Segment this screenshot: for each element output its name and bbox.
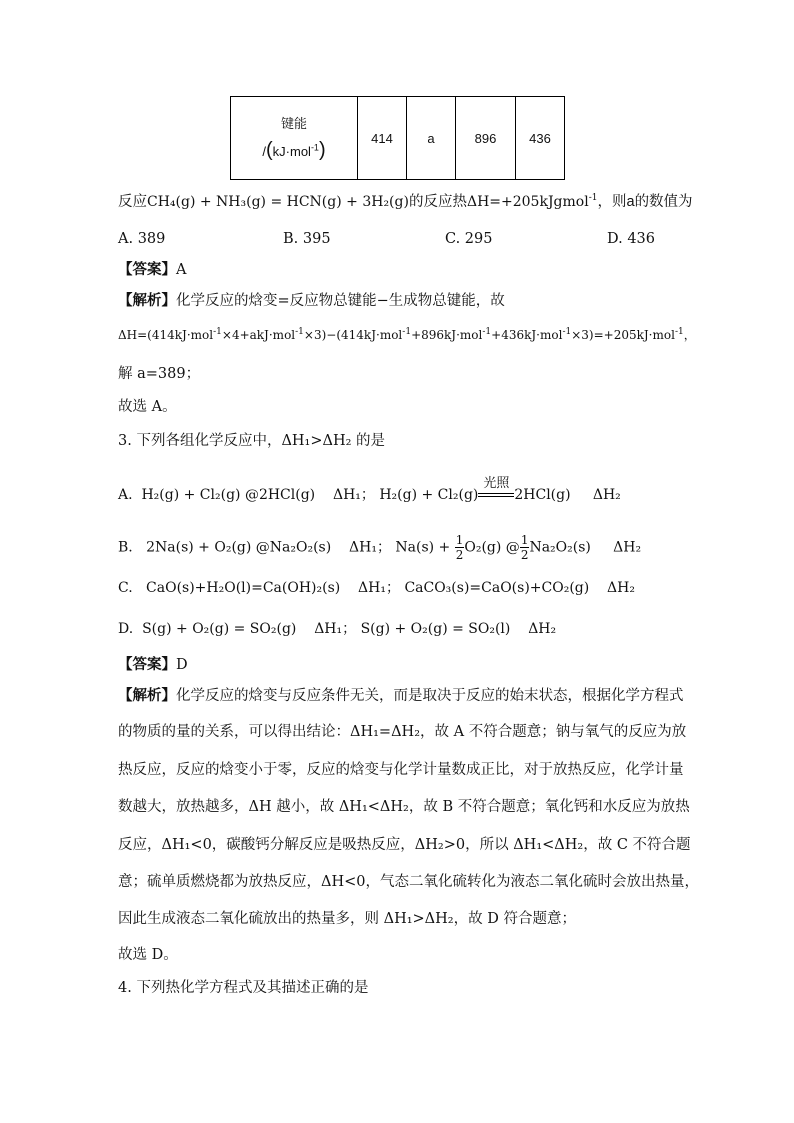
answer-label: 【答案】	[118, 261, 176, 278]
q3-analysis-line: 热反应，反应的焓变小于零，反应的焓变与化学计量数成正比，对于放热反应，化学计量	[118, 762, 684, 778]
q3-analysis-line: 意；硫单质燃烧都为放热反应，ΔH<0，气态二氧化硫转化为液态二氧化硫时会放出热量，	[118, 874, 699, 890]
q2-option-c: C. 295	[445, 231, 493, 247]
fraction: $\frac{1}{2}$	[520, 533, 529, 562]
q3-stem: 3. 下列各组化学反应中，ΔH₁>ΔH₂ 的是	[118, 433, 386, 449]
q3-analysis-line: 反应，ΔH₁<0，碳酸钙分解反应是吸热反应，ΔH₂>0，所以 ΔH₁<ΔH₂，故 C 不符合题	[118, 837, 691, 853]
table-row	[231, 97, 565, 180]
table-label-line1: 键能	[280, 116, 307, 131]
q2-conclude: 故选 A。	[118, 399, 177, 415]
table-cell: 436	[516, 97, 565, 180]
q2-option-a: A. 389	[118, 231, 166, 247]
fraction: $\frac{1}{2}$	[455, 533, 464, 562]
q2-solve: 解 a=389；	[118, 366, 201, 382]
q2-answer: 【答案】A	[118, 261, 187, 278]
q3-conclude: 故选 D。	[118, 947, 178, 963]
reaction-condition: 光照	[478, 487, 514, 503]
q3-option-a: A. H₂(g) + Cl₂(g) @2HCl(g) ΔH₁； H₂(g) + Cl₂(g) 光照 2HCl(g) ΔH₂	[118, 476, 621, 503]
q3-option-d: D. S(g) + O₂(g) = SO₂(g) ΔH₁； S(g) + O₂(g) = SO₂(l) ΔH₂	[118, 621, 557, 637]
q2-formula: ΔH=(414kJ·mol$^{-1}$×4+akJ·mol$^{-1}$×3)−(414kJ·mol$^{-1}$+896kJ·mol$^{-1}$+436kJ·mol$^{-1}$×3)=+205kJ·mol$^{-1}$，	[118, 327, 696, 342]
q4-stem: 4. 下列热化学方程式及其描述正确的是	[118, 980, 369, 996]
q3-answer: 【答案】D	[118, 656, 188, 673]
q2-analysis: 【解析】化学反应的焓变=反应物总键能−生成物总键能，故	[118, 292, 505, 309]
q2-stem: 反应CH₄(g) + NH₃(g) = HCN(g) + 3H₂(g)的反应热ΔH=+205kJgmol$^{-1}$，则a的数值为	[118, 193, 693, 210]
table-label-cell	[231, 97, 358, 180]
q3-option-c: C. CaO(s)+H₂O(l)=Ca(OH)₂(s) ΔH₁； CaCO₃(s)=CaO(s)+CO₂(g) ΔH₂	[118, 580, 635, 596]
q3-analysis-line: 的物质的量的关系，可以得出结论：ΔH₁=ΔH₂，故 A 不符合题意；钠与氧气的反应为放	[118, 724, 687, 740]
q3-analysis-line: 【解析】化学反应的焓变与反应条件无关，而是取决于反应的始末状态，根据化学方程式	[118, 687, 684, 704]
q2-option-d: D. 436	[607, 231, 656, 247]
analysis-label: 【解析】	[118, 687, 176, 704]
table-label-unit: /(kJ·mol$^{-1}$)	[262, 139, 326, 161]
analysis-label: 【解析】	[118, 292, 176, 309]
q3-option-b: B. 2Na(s) + O₂(g) @Na₂O₂(s) ΔH₁； Na(s) + $\frac{1}{2}$ O₂(g) @ $\frac{1}{2}$ Na₂O₂(s) ΔH₂	[118, 533, 642, 562]
answer-label: 【答案】	[118, 656, 176, 673]
bond-energy-table	[230, 96, 565, 180]
table-cell: 896	[456, 97, 516, 180]
q2-option-b: B. 395	[283, 231, 331, 247]
table-cell: 414	[358, 97, 407, 180]
table-cell: a	[407, 97, 456, 180]
q3-analysis-line: 因此生成液态二氧化硫放出的热量多，则 ΔH₁>ΔH₂，故 D 符合题意；	[118, 911, 576, 927]
q3-analysis-line: 数越大，放热越多，ΔH 越小，故 ΔH₁<ΔH₂，故 B 不符合题意；氧化钙和水反应为放热	[118, 799, 690, 815]
